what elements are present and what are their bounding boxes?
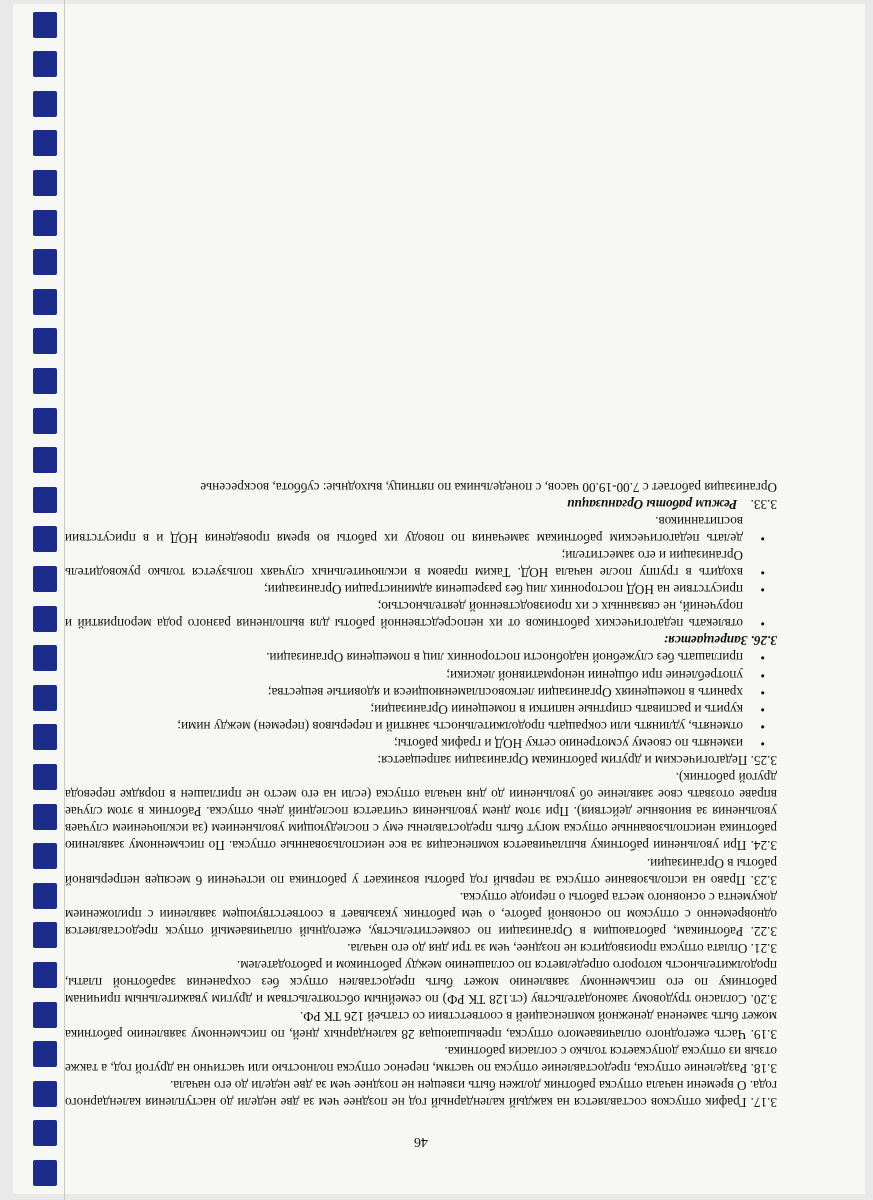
heading-3-33-number: 3.33. — [750, 496, 777, 512]
binding-ring — [33, 962, 57, 988]
binding-ring — [33, 645, 57, 671]
binding-ring — [33, 170, 57, 196]
binding-ring — [33, 764, 57, 790]
heading-3-33 — [65, 496, 777, 513]
binding-ring — [33, 1041, 57, 1067]
page-number: 46 — [414, 1134, 428, 1149]
page-content — [65, 478, 777, 1150]
binding-ring — [33, 249, 57, 275]
list-3-25 — [65, 649, 777, 752]
paragraph-3-18: 3.18. Разделение отпуска, предоставление отпуска по частям, перенос отпуска полностью или частично на другой год, а также отзыв из отпуска допускается только с согласия работника. — [65, 1043, 777, 1076]
binding-ring — [33, 91, 57, 117]
paragraph-3-23: 3.23. Право на использование отпуска за первый год работы возникает у работника по истечении 6 месяцев непрерывной работы в Организации. — [65, 855, 777, 888]
binding-ring — [33, 368, 57, 394]
binding-ring — [33, 328, 57, 354]
binding-ring — [33, 883, 57, 909]
list-item: • входить в группу после начала НОД. Таким правом в исключительных случаях пользуется только руководитель Организации и его заместители; — [65, 547, 743, 581]
binding-ring — [33, 447, 57, 473]
list-item: • делать педагогическим работникам замечания по поводу их работы во время проведения НОД и в присутствии воспитанников. — [65, 513, 743, 547]
binding-ring — [33, 12, 57, 38]
binding-ring — [33, 1002, 57, 1028]
binding-ring — [33, 922, 57, 948]
list-item: • отвлекать педагогических работников от их непосредственной работы для выполнения разного рода мероприятий и поручений, не связанных с их производственной деятельностью; — [65, 598, 743, 632]
paragraph-3-33: Организация работает с 7.00-19.00 часов, с понедельника по пятницу, выходные: суббота, воскресенье — [200, 479, 777, 495]
heading-3-33-title: Режим работы Организации — [567, 496, 738, 512]
list-item: • приглашать без служебной надобности посторонних лиц в помещения Организации. — [65, 649, 743, 666]
binding-ring — [33, 210, 57, 236]
binding-margin-line — [64, 0, 65, 1200]
binding-ring — [33, 487, 57, 513]
paragraph-3-22: 3.22. Работникам, работающим в Организации по совместительству, ежегодный оплачиваемый отпуск предоставляется одновременно с отпуском по основной работе, о чем работник указывает в соответствующем заявлении с приложением документа с основного места работы о периоде отпуска. — [65, 889, 777, 939]
binding-ring — [33, 408, 57, 434]
binding-ring — [33, 526, 57, 552]
binding-ring — [33, 685, 57, 711]
binding-ring — [33, 51, 57, 77]
binding-ring — [33, 724, 57, 750]
list-3-26 — [65, 513, 777, 633]
binding-ring — [33, 606, 57, 632]
binding-ring — [33, 566, 57, 592]
list-item: • изменять по своему усмотрению сетку НОД и график работы; — [65, 735, 743, 752]
document-page — [13, 4, 865, 1194]
binding-ring — [33, 289, 57, 315]
list-item: • хранить в помещениях Организации легковоспламеняющиеся и ядовитые вещества; — [65, 684, 743, 701]
heading-3-26: 3.26. Запрещается: — [663, 633, 777, 649]
binding-ring — [33, 1160, 57, 1186]
binding-ring — [33, 1081, 57, 1107]
paragraph-3-17: 3.17. График отпусков составляется на каждый календарный год не позднее чем за две недели до наступления календарного года. О времени начала отпуска работник должен быть извещен не позднее чем за две недели до его начала. — [65, 1077, 777, 1110]
list-item: • присутствие на НОД посторонних лиц без разрешения администрации Организации; — [65, 581, 743, 598]
paragraph-3-20: 3.20. Согласно трудовому законодательству (ст.128 ТК РФ) по семейным обстоятельствам и другим уважительным причинам работнику по его письменному заявлению может быть предоставлен отпуск без сохранения заработной платы, продолжительность которого определяется по соглашению между работником и работодателем. — [65, 958, 777, 1008]
spiral-binding — [31, 0, 57, 1200]
list-item: • отменять, удлинять или сокращать продолжительность занятий и перерывов (перемен) между ними; — [65, 718, 743, 735]
paragraph-3-19: 3.19. Часть ежегодного оплачиваемого отпуска, превышающая 28 календарных дней, по письменному заявлению работника может быть заменена денежной компенсацией в соответствии со статьей 126 ТК РФ. — [65, 1009, 777, 1042]
paragraph-3-25: 3.25. Педагогическим и другим работникам Организации запрещается: — [377, 753, 777, 769]
paragraph-3-21: 3.21. Оплата отпуска производится не позднее, чем за три дня до его начала. — [347, 941, 777, 957]
binding-ring — [33, 1120, 57, 1146]
paragraph-3-24: 3.24. При увольнении работнику выплачивается компенсация за все неиспользованные отпуска. По письменному заявлению работника неиспользованные отпуска могут быть предоставлены ему с последующим увольнением (за исключением случаев увольнения за виновные действия). При этом днем увольнения считается последний день отпуска. Работник в этом случае вправе отозвать свое заявление об увольнении до дня начала отпуска (если на его место не приглашен в порядке перевода другой работник). — [65, 770, 777, 854]
list-item: • употребление при общении ненормативной лексики; — [65, 666, 743, 683]
list-item: • курить и распивать спиртные напитки в помещении Организации; — [65, 701, 743, 718]
binding-ring — [33, 804, 57, 830]
binding-ring — [33, 843, 57, 869]
binding-ring — [33, 130, 57, 156]
